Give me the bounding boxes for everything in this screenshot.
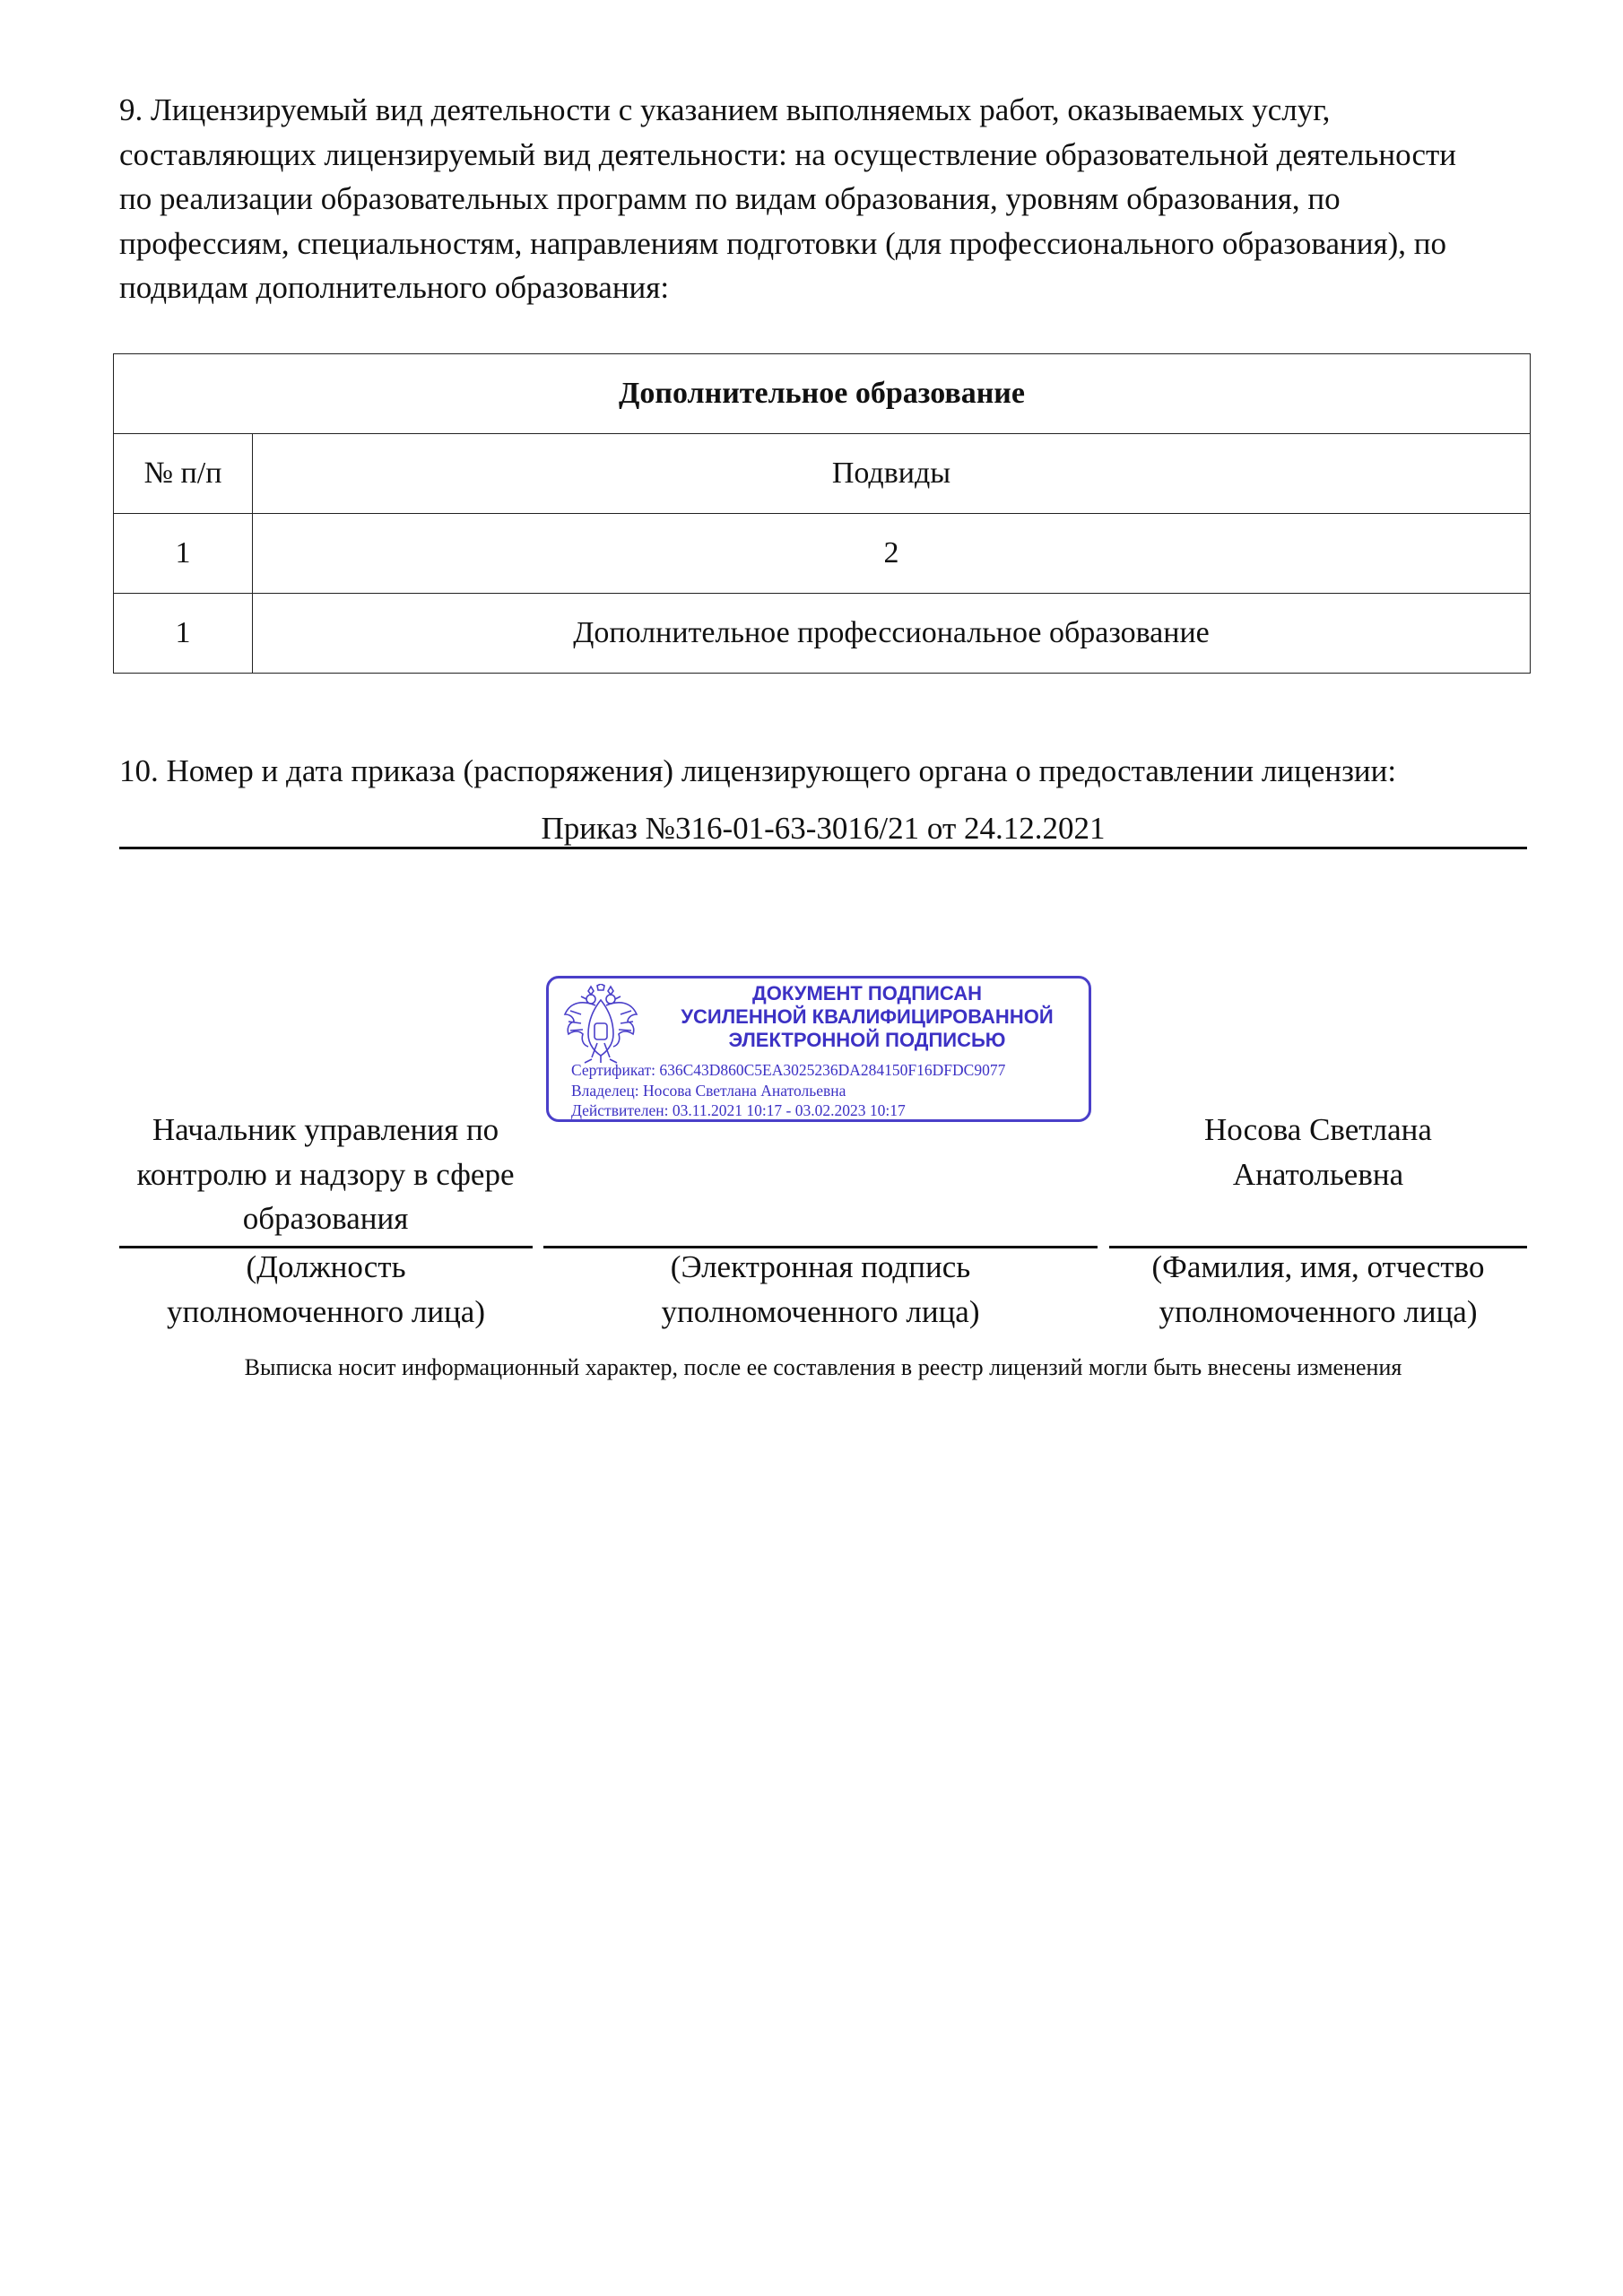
table-header-row [114,434,1531,514]
disclaimer-footnote: Выписка носит информационный характер, после ее составления в реестр лицензий могли быть внесены изменения [244,1354,1402,1380]
section-9-line: по реализации образовательных программ по видам образования, уровням образования, по [119,181,1341,216]
section-9-line: профессиям, специальностям, направлениям подготовки (для профессионального образования), по [119,225,1446,261]
official-name-line: Анатольевна [1232,1156,1404,1192]
official-name [1112,1108,1524,1196]
order-underline [119,847,1527,849]
section-9-text [119,88,1536,310]
e-signature-stamp [546,976,1091,1122]
section-9-line: 9. Лицензируемый вид деятельности с указанием выполняемых работ, оказываемых услуг, [119,92,1331,127]
stamp-title-line: ЭЛЕКТРОННОЙ ПОДПИСЬЮ [728,1029,1006,1051]
stamp-title [647,982,1087,1052]
coat-of-arms-icon [561,984,640,1066]
stamp-title-line: ДОКУМЕНТ ПОДПИСАН [752,982,982,1004]
stamp-title-line: УСИЛЕННОЙ КВАЛИФИЦИРОВАННОЙ [681,1005,1054,1028]
caption-line: уполномоченного лица) [661,1293,980,1329]
table-column-number-row [114,514,1531,594]
section-9-line: составляющих лицензируемый вид деятельности: на осуществление образовательной деятельности [119,136,1457,172]
column-header-subtypes: Подвиды [253,434,1531,514]
official-position-line: Начальник управления по [152,1112,499,1147]
e-signature-caption [543,1245,1098,1334]
stamp-certificate: Сертификат: 636C43D860C5EA3025236DA284150F16DFDC9077 [571,1061,1006,1079]
caption-line: уполномоченного лица) [167,1293,485,1329]
row-number-cell: 1 [114,594,253,674]
column-header-number: № п/п [114,434,253,514]
section-9-line: подвидам дополнительного образования: [119,270,670,305]
column-number-cell: 1 [114,514,253,594]
caption-line: (Электронная подпись [670,1249,971,1284]
caption-line: (Фамилия, имя, отчество [1151,1249,1485,1284]
order-number: Приказ №316-01-63-3016/21 от 24.12.2021 [541,811,1106,846]
official-position-line: образования [242,1201,409,1236]
official-position [119,1108,532,1241]
stamp-details [571,1060,1091,1121]
official-name-line: Носова Светлана [1204,1112,1432,1147]
stamp-owner: Владелец: Носова Светлана Анатольевна [571,1081,846,1100]
table-title: Дополнительное образование [114,354,1531,434]
position-caption [119,1245,533,1334]
column-number-cell: 2 [253,514,1531,594]
name-caption [1109,1245,1527,1334]
table-row [114,594,1531,674]
education-subtypes-table [113,353,1531,674]
caption-line: (Должность [246,1249,406,1284]
official-position-line: контролю и надзору в сфере [136,1156,515,1192]
section-10-label-text: 10. Номер и дата приказа (распоряжения) лицензирующего органа о предоставлении лицензии: [119,753,1397,788]
stamp-validity: Действителен: 03.11.2021 10:17 - 03.02.2023 10:17 [571,1101,906,1119]
caption-line: уполномоченного лица) [1159,1293,1478,1329]
row-subtype-cell: Дополнительное профессиональное образование [253,594,1531,674]
table-title-row [114,354,1531,434]
section-10-label [119,749,1536,794]
